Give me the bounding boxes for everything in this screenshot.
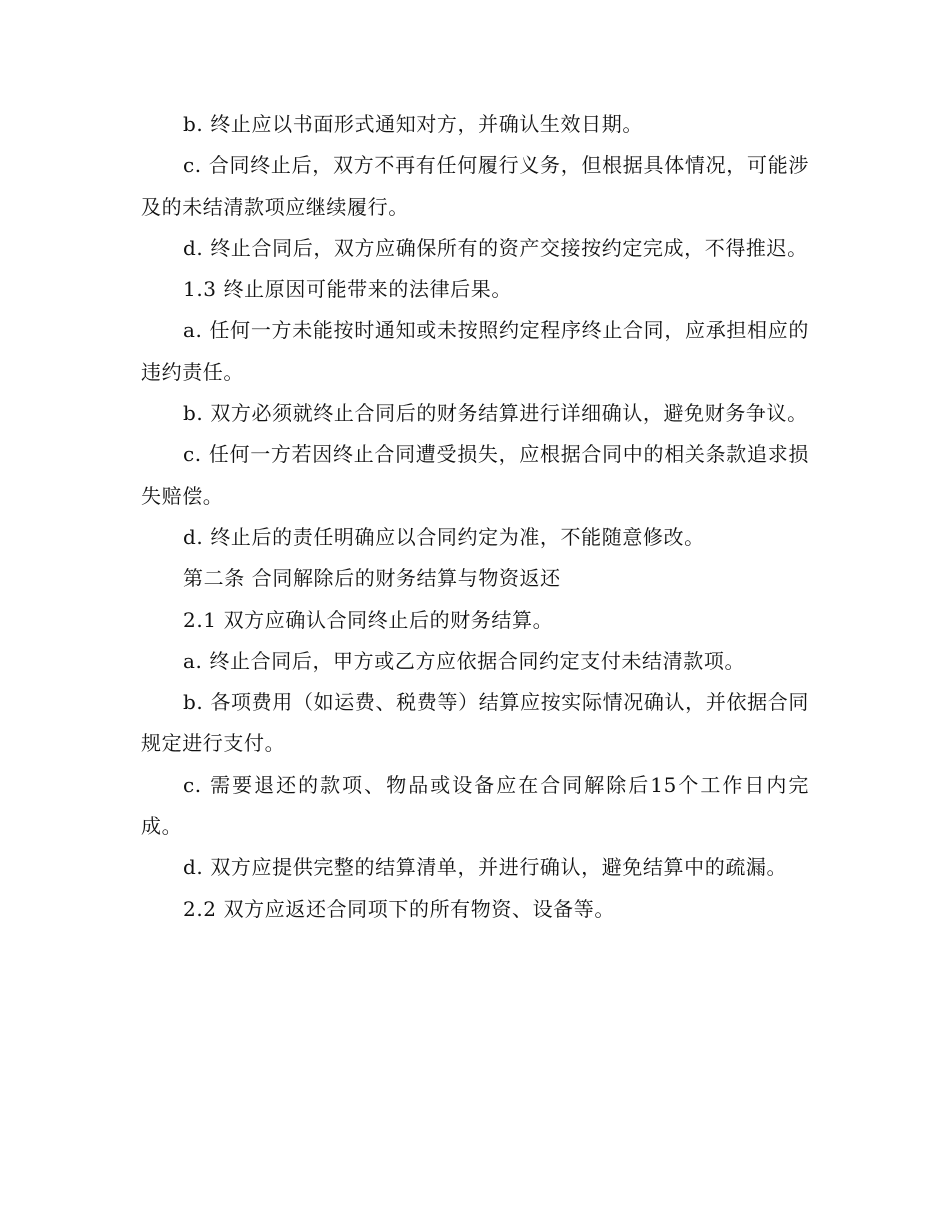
section-1-3-heading: 1.3 终止原因可能带来的法律后果。 (183, 277, 512, 302)
clause-a-breach-liability: a. 任何一方未能按时通知或未按照约定程序终止合同，应承担相应的违约责任。 (141, 318, 809, 384)
clause-b-written-notice: b. 终止应以书面形式通知对方，并确认生效日期。 (183, 112, 643, 136)
section-2-1-heading: 2.1 双方应确认合同终止后的财务结算。 (183, 607, 554, 632)
clause-d-settlement-list: d. 双方应提供完整的结算清单，并进行确认，避免结算中的疏漏。 (183, 855, 788, 880)
clause-c-loss-compensation: c. 任何一方若因终止合同遭受损失，应根据合同中的相关条款追求损失赔偿。 (141, 442, 809, 508)
clause-d-asset-handover: d. 终止合同后，双方应确保所有的资产交接按约定完成，不得推迟。 (183, 235, 808, 260)
document-body (141, 104, 809, 930)
clause-a-payment: a. 终止合同后，甲方或乙方应依据合同约定支付未结清款项。 (183, 648, 746, 673)
clause-b-financial-confirmation: b. 双方必须就终止合同后的财务结算进行详细确认，避免财务争议。 (183, 401, 808, 426)
article-2-heading: 第二条 合同解除后的财务结算与物资返还 (183, 566, 561, 591)
clause-d-responsibility: d. 终止后的责任明确应以合同约定为准，不能随意修改。 (183, 524, 705, 549)
clause-c-return-deadline: c. 需要退还的款项、物品或设备应在合同解除后15个工作日内完成。 (141, 772, 809, 839)
section-2-2-heading: 2.2 双方应返还合同项下的所有物资、设备等。 (183, 896, 615, 921)
clause-b-fees-settlement: b. 各项费用（如运费、税费等）结算应按实际情况确认，并依据合同规定进行支付。 (141, 690, 809, 756)
clause-c-obligations-after-termination: c. 合同终止后，双方不再有任何履行义务，但根据具体情况，可能涉及的未结清款项应继续履行。 (141, 153, 809, 219)
